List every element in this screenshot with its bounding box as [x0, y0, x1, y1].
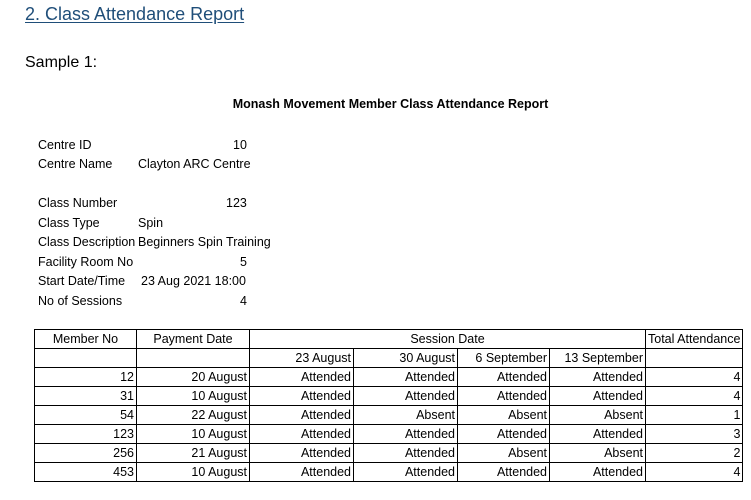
- class-type-label: Class Type: [38, 216, 100, 230]
- session-status-cell: Attended: [354, 425, 458, 444]
- centre-id-label: Centre ID: [38, 138, 92, 152]
- table-row: [35, 463, 743, 482]
- member-no-cell: 453: [35, 463, 137, 482]
- session-status-cell: Attended: [550, 387, 646, 406]
- class-description-value: Beginners Spin Training: [138, 235, 271, 249]
- session-dates-row: [35, 349, 743, 368]
- attendance-table: [34, 329, 743, 482]
- sample-label: Sample 1:: [25, 54, 98, 71]
- start-datetime-label: Start Date/Time: [38, 274, 126, 288]
- empty-cell: [137, 349, 250, 368]
- start-datetime-value: 23 Aug 2021 18:00: [141, 274, 246, 288]
- session-status-cell: Attended: [458, 387, 550, 406]
- class-type-value: Spin: [138, 216, 164, 230]
- session-status-cell: Absent: [458, 406, 550, 425]
- total-attendance-cell: 3: [646, 425, 743, 444]
- sessions-count-label: No of Sessions: [38, 294, 123, 308]
- total-attendance-cell: 1: [646, 406, 743, 425]
- session-status-cell: Absent: [458, 444, 550, 463]
- payment-date-cell: 21 August: [137, 444, 250, 463]
- session-status-cell: Attended: [550, 463, 646, 482]
- session-date-4: 13 September: [550, 349, 646, 368]
- member-no-cell: 31: [35, 387, 137, 406]
- session-status-cell: Attended: [458, 368, 550, 387]
- session-status-cell: Attended: [458, 463, 550, 482]
- session-date-1: 23 August: [250, 349, 354, 368]
- session-status-cell: Absent: [354, 406, 458, 425]
- class-number-label: Class Number: [38, 196, 118, 210]
- session-date-3: 6 September: [458, 349, 550, 368]
- centre-name-label: Centre Name: [38, 157, 113, 171]
- facility-room-label: Facility Room No: [38, 255, 134, 269]
- session-status-cell: Attended: [550, 425, 646, 444]
- table-row: [35, 406, 743, 425]
- table-row: [35, 368, 743, 387]
- payment-date-cell: 22 August: [137, 406, 250, 425]
- centre-name-value: Clayton ARC Centre: [138, 157, 251, 171]
- session-status-cell: Attended: [250, 387, 354, 406]
- section-heading: 2. Class Attendance Report: [25, 4, 245, 24]
- session-status-cell: Attended: [354, 387, 458, 406]
- member-no-cell: 12: [35, 368, 137, 387]
- facility-room-value: 5: [240, 255, 247, 269]
- class-number-value: 123: [226, 196, 247, 210]
- class-description-label: Class Description: [38, 235, 136, 249]
- member-no-cell: 256: [35, 444, 137, 463]
- table-row: [35, 444, 743, 463]
- session-status-cell: Attended: [458, 425, 550, 444]
- payment-date-cell: 10 August: [137, 463, 250, 482]
- total-attendance-cell: 4: [646, 463, 743, 482]
- session-status-cell: Attended: [250, 425, 354, 444]
- member-no-cell: 54: [35, 406, 137, 425]
- session-status-cell: Attended: [354, 444, 458, 463]
- payment-date-cell: 10 August: [137, 425, 250, 444]
- empty-cell: [646, 349, 743, 368]
- header-payment-date: Payment Date: [137, 330, 250, 349]
- session-status-cell: Attended: [250, 444, 354, 463]
- centre-id-value: 10: [233, 138, 247, 152]
- session-status-cell: Attended: [250, 368, 354, 387]
- payment-date-cell: 10 August: [137, 387, 250, 406]
- member-no-cell: 123: [35, 425, 137, 444]
- table-row: [35, 387, 743, 406]
- sessions-count-value: 4: [240, 294, 247, 308]
- session-status-cell: Absent: [550, 406, 646, 425]
- empty-cell: [35, 349, 137, 368]
- payment-date-cell: 20 August: [137, 368, 250, 387]
- table-row: [35, 425, 743, 444]
- session-status-cell: Attended: [250, 463, 354, 482]
- session-status-cell: Attended: [550, 368, 646, 387]
- session-date-2: 30 August: [354, 349, 458, 368]
- header-total-attendance: Total Attendance: [646, 330, 743, 349]
- report-title: Monash Movement Member Class Attendance Report: [232, 97, 549, 111]
- total-attendance-cell: 4: [646, 387, 743, 406]
- header-member-no: Member No: [35, 330, 137, 349]
- session-status-cell: Absent: [550, 444, 646, 463]
- table-header-row: [35, 330, 743, 349]
- header-session-date: Session Date: [250, 330, 646, 349]
- session-status-cell: Attended: [354, 463, 458, 482]
- session-status-cell: Attended: [354, 368, 458, 387]
- session-status-cell: Attended: [250, 406, 354, 425]
- total-attendance-cell: 2: [646, 444, 743, 463]
- total-attendance-cell: 4: [646, 368, 743, 387]
